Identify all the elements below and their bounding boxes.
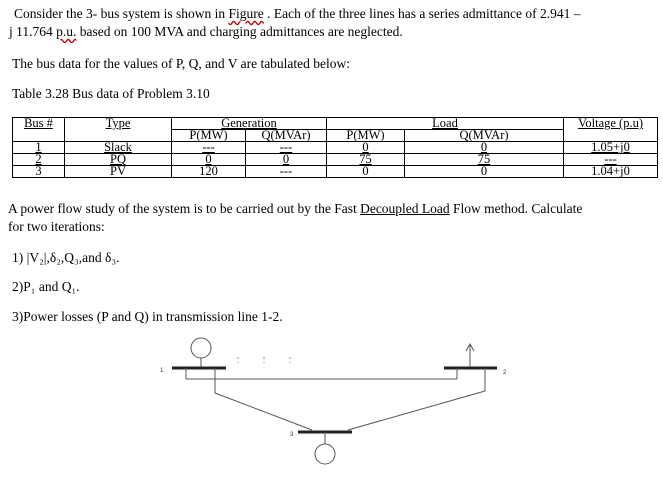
cell-load-p: 75 <box>327 154 405 166</box>
header-load-p: P(MW) <box>327 130 405 142</box>
header-gen-p: P(MW) <box>172 130 246 142</box>
figure-link: Figure <box>228 6 264 21</box>
cell-gen-p: --- <box>172 142 246 154</box>
cell-bus: 3 <box>13 166 65 178</box>
cell-voltage: 1.05+j0 <box>564 142 658 154</box>
cell-type: PQ <box>65 154 172 166</box>
bus-data-table <box>12 117 658 178</box>
intro-line-2: j 11.764 p.u. based on 100 MVA and charging admittances are neglected. <box>9 24 403 39</box>
header-gen-q: Q(MVAr) <box>246 130 327 142</box>
cell-bus: 1 <box>13 142 65 154</box>
study-line-1: A power flow study of the system is to be carried out by the Fast Decoupled Load Flow method. Calculate <box>8 201 583 216</box>
three-bus-diagram <box>0 330 663 480</box>
bus2-label: 2 <box>503 370 507 376</box>
cell-load-p: 0 <box>327 166 405 178</box>
cell-load-q: 0 <box>405 166 564 178</box>
table-caption: Table 3.28 Bus data of Problem 3.10 <box>12 86 210 101</box>
header-type: Type <box>65 118 172 142</box>
bus-data-intro: The bus data for the values of P, Q, and V are tabulated below: <box>12 56 351 71</box>
bus3-generator-icon <box>315 444 335 464</box>
bus1-label: 1 <box>160 368 164 374</box>
cell-gen-p: 120 <box>172 166 246 178</box>
cell-gen-q: --- <box>246 166 327 178</box>
intro-line-1: Consider the 3- bus system is shown in Figure . Each of the three lines has a series admittance of 2.941 – <box>14 6 581 21</box>
table-header-row-1 <box>13 118 658 130</box>
cell-bus: 2 <box>13 154 65 166</box>
bus3-label: 3 <box>290 432 294 438</box>
cell-type: PV <box>65 166 172 178</box>
question-1: 1) |V₂|,δ₂,Q₃,and δ₃. <box>12 250 120 265</box>
header-load-q: Q(MVAr) <box>405 130 564 142</box>
header-generation: Generation <box>172 118 327 130</box>
bus1-generator-icon <box>191 338 211 358</box>
cell-type: Slack <box>65 142 172 154</box>
cell-voltage: --- <box>564 154 658 166</box>
table-row <box>13 166 658 178</box>
header-load: Load <box>327 118 564 130</box>
header-bus: Bus # <box>13 118 65 142</box>
cell-load-p: 0 <box>327 142 405 154</box>
cell-load-q: 0 <box>405 142 564 154</box>
question-2: 2)P₁ and Q₁. <box>12 279 80 294</box>
cell-voltage: 1.04+j0 <box>564 166 658 178</box>
cell-gen-q: 0 <box>246 154 327 166</box>
header-voltage: Voltage (p.u) <box>564 118 658 142</box>
cell-load-q: 75 <box>405 154 564 166</box>
method-link: Decoupled Load <box>360 201 450 216</box>
cell-gen-q: --- <box>246 142 327 154</box>
question-3: 3)Power losses (P and Q) in transmission line 1-2. <box>12 309 283 324</box>
cell-gen-p: 0 <box>172 154 246 166</box>
pu-abbrev: p.u. <box>56 24 77 39</box>
study-line-2: for two iterations: <box>8 219 105 234</box>
